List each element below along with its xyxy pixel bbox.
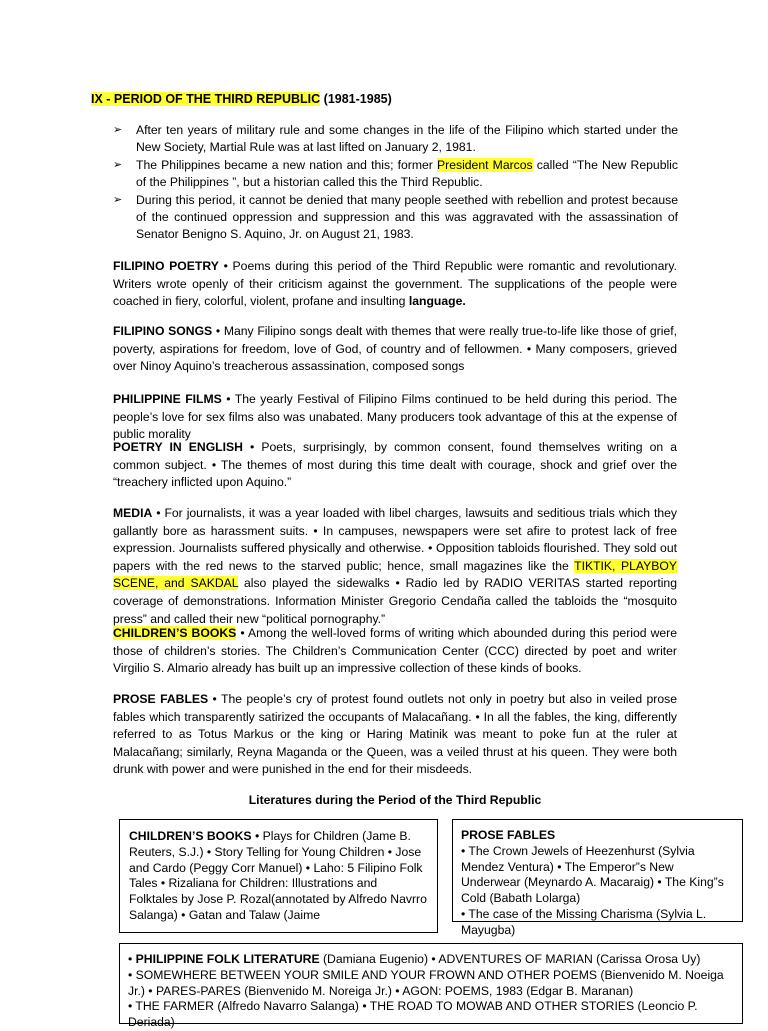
bullet-highlight: President Marcos <box>437 157 533 172</box>
bullet-text: called “The New Republic of the Philippines ”, but a historian called this the Third Republic. <box>136 157 678 190</box>
arrow-bullet-icon: ➢ <box>113 124 123 136</box>
box-content: • THE FARMER (Alfredo Navarro Salanga) • THE ROAD TO MOWAB AND OTHER STORIES (Leoncio P. Deriada) <box>128 999 698 1030</box>
box-heading: PROSE FABLES <box>461 828 556 842</box>
section-text: • Poems during this period of the Third Republic were romantic and revolutionary. Writers wrote openly of their criticism against the government. The supplications of the people were coached in fiery, colorful, violent, profane and insulting <box>113 259 677 309</box>
section-heading: POETRY IN ENGLISH <box>113 440 243 454</box>
intro-bullet-list <box>113 122 678 244</box>
section-text: • Poets, surprisingly, by common consent, found themselves writing on a common subject. • The themes of most during this time dealt with courage, shock and grief over the “treachery inflicted upon Aquino.” <box>113 440 677 490</box>
section-filipino-poetry <box>113 258 677 311</box>
childrens-books-box <box>119 819 438 933</box>
arrow-bullet-icon: ➢ <box>113 158 123 171</box>
section-text: also played the sidewalks • Radio led by RADIO VERITAS started reporting coverage of demonstrations. Information Minister Gregorio Cendaña called the tabloids the “mosquito press” and called their new “political pornography.” <box>113 576 677 626</box>
bullet-item <box>113 122 678 157</box>
section-text: • The yearly Festival of Filipino Films continued to be held during this period. The people’s love for sex films also was unabated. Many producers took advantage of this at the expense of public morality <box>113 392 677 442</box>
box-text <box>129 829 428 924</box>
section-text: • For journalists, it was a year loaded with libel charges, lawsuits and seditious trials which they gallantly bore as harassment suits. • In campuses, newspapers were set afire to protest lack of free expression. Journalists suffered physically and otherwise. • Opposition tabloids flourished. They sold out papers with the red news to the starved public; hence, small magazines like the <box>113 506 677 573</box>
literatures-title: Literatures during the Period of the Third Republic <box>248 793 542 807</box>
bullet-item <box>113 192 678 244</box>
box-content: • The case of the Missing Charisma (Sylvia L. Mayugba) <box>461 906 707 937</box>
box-heading: CHILDREN’S BOOKS <box>129 829 252 843</box>
section-heading: FILIPINO SONGS <box>113 324 213 338</box>
section-heading: PHILIPPINE FILMS <box>113 392 222 406</box>
section-bold-text: language. <box>408 294 466 309</box>
bullet-item <box>113 157 678 192</box>
section-heading: FILIPINO POETRY <box>113 259 219 273</box>
arrow-bullet-icon: ➢ <box>113 193 123 206</box>
section-text: • Many Filipino songs dealt with themes that were really true-to-life like those of grief, poverty, aspirations for freedom, love of God, of country and of fellowmen. • Many composers, grieved over Ninoy Aquino’s treacherous assassination, composed songs <box>113 324 677 374</box>
title-highlight: IX - PERIOD OF THE THIRD REPUBLIC <box>91 92 321 106</box>
section-heading: MEDIA <box>113 506 153 520</box>
box-content: (Damiana Eugenio) • ADVENTURES OF MARIAN (Carissa Orosa Uy) <box>319 952 701 966</box>
box-heading: PHILIPPINE FOLK LITERATURE <box>135 952 320 966</box>
box-content: • The Crown Jewels of Heezenhurst (Sylvia Mendez Ventura) • The Emperor”s New Underwear (Meynardo A. Macaraig) • The King”s Cold (Babath Lolarga) <box>461 843 724 906</box>
section-text: • Among the well-loved forms of writing which abounded during this period were those of children’s stories. The Children’s Communication Center (CCC) directed by poet and writer Virgilio S. Almario already has built up an impressive collection of these kinds of books. <box>113 626 678 676</box>
box-content: • Plays for Children (Jame B. Reuters, S.J.) • Story Telling for Young Children • Jose and Cardo (Peggy Corr Manuel) • Laho: 5 Filipino Folk Tales • Rizaliana for Children: Illustrations and Folktales by Jose P. Rozal(annotated by Alfredo Navrro Salanga) • Gatan and Talaw (Jaime <box>129 829 427 922</box>
section-childrens-books <box>113 625 677 678</box>
section-media <box>113 505 677 628</box>
section-poetry-in-english <box>113 439 677 492</box>
page-title <box>91 92 392 106</box>
box-content: • SOMEWHERE BETWEEN YOUR SMILE AND YOUR FROWN AND OTHER POEMS (Bienvenido M. Noeiga Jr.) • PARES-PARES (Bienvenido M. Noreiga Jr.) • AGON: POEMS, 1983 (Edgar B. Maranan) <box>128 967 724 998</box>
bullet-text: During this period, it cannot be denied that many people seethed with rebellion and protest because of the continued oppression and suppression and this was aggravated with the assassination of Senator Benigno S. Aquino, Jr. on August 21, 1983. <box>136 192 678 242</box>
bullet-text: The Philippines became a new nation and this; former <box>136 157 438 172</box>
section-heading: PROSE FABLES <box>113 692 209 706</box>
box-text <box>128 952 734 968</box>
box-prefix: • <box>128 952 136 966</box>
section-text: • The people’s cry of protest found outlets not only in poetry but also in veiled prose fables which transparently satirized the occupants of Malacañang. • In all the fables, the king, differently referred to as Totus Markus or the king or Haring Matinik was meant to poke fun at the ruler at Malacañang; similarly, Reyna Maganda or the Queen, was a veiled thrust at his queen. They were both drunk with power and were punished in the end for their misdeeds. <box>113 692 678 777</box>
section-filipino-songs <box>113 323 677 376</box>
title-years: (1981-1985) <box>320 92 392 106</box>
section-heading: CHILDREN’S BOOKS <box>113 626 237 640</box>
prose-fables-box <box>452 819 743 937</box>
bullet-text: After ten years of military rule and some changes in the life of the Filipino which started under the New Society, Martial Rule was at last lifted on January 2, 1981. <box>136 123 678 155</box>
section-prose-fables <box>113 691 677 779</box>
folk-literature-box <box>119 943 743 1030</box>
section-philippine-films <box>113 391 677 444</box>
section-highlight: TIKTIK, PLAYBOY SCENE, and SAKDAL <box>113 558 677 591</box>
